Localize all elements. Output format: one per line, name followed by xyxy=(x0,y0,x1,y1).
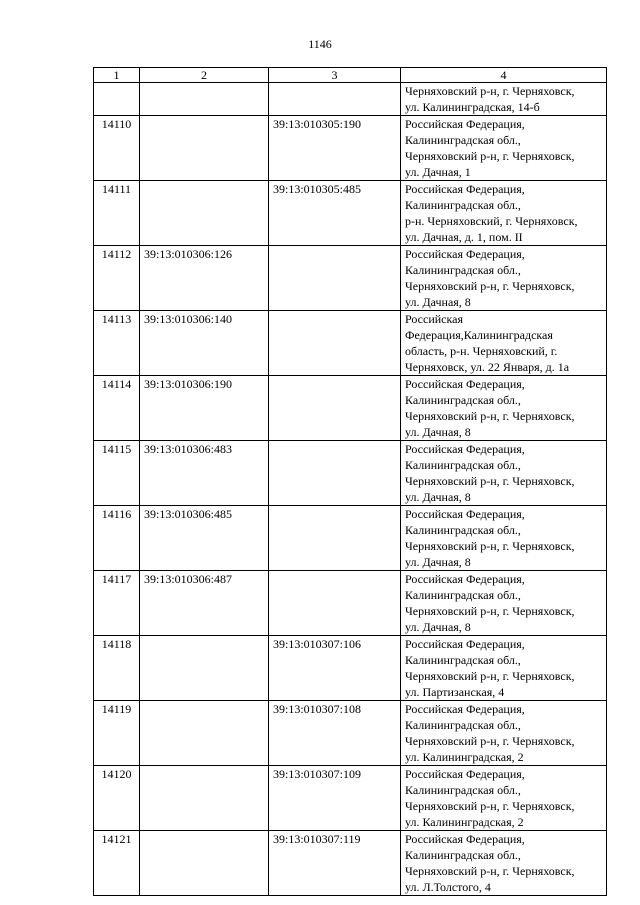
address-line: ул. Дачная, 8 xyxy=(405,555,471,569)
cadastral-number-cell: 39:13:010306:190 xyxy=(140,376,269,441)
cadastral-number-cell: 39:13:010307:108 xyxy=(269,701,401,766)
table-row xyxy=(94,181,607,246)
address-line: Калининградская обл., xyxy=(405,783,521,797)
address-cell xyxy=(401,701,607,766)
column-header-4: 4 xyxy=(401,68,607,83)
address-line: Черняховский р-н, г. Черняховск, xyxy=(405,864,575,878)
cadastral-number-cell: 39:13:010307:109 xyxy=(269,766,401,831)
address-line: ул. Дачная, 8 xyxy=(405,295,471,309)
row-number-cell: 14114 xyxy=(94,376,140,441)
address-line: ул. Дачная, 1 xyxy=(405,165,471,179)
address-line: Черняховский р-н, г. Черняховск, xyxy=(405,799,575,813)
row-number-cell: 14119 xyxy=(94,701,140,766)
address-line: Российская Федерация, xyxy=(405,442,525,456)
cadastral-number-cell xyxy=(140,83,269,116)
address-line: ул. Калининградская, 2 xyxy=(405,750,524,764)
cadastral-number-cell xyxy=(140,831,269,896)
row-number-cell: 14113 xyxy=(94,311,140,376)
row-number-cell: 14115 xyxy=(94,441,140,506)
column-header-2: 2 xyxy=(140,68,269,83)
address-line: Черняховский р-н, г. Черняховск, xyxy=(405,84,575,98)
address-line: Калининградская обл., xyxy=(405,458,521,472)
column-header-1: 1 xyxy=(94,68,140,83)
row-number-cell: 14120 xyxy=(94,766,140,831)
column-header-3: 3 xyxy=(269,68,401,83)
cadastral-number-cell: 39:13:010306:126 xyxy=(140,246,269,311)
table-body xyxy=(94,83,607,896)
address-cell xyxy=(401,311,607,376)
address-line: ул. Партизанская, 4 xyxy=(405,685,505,699)
address-line: Калининградская обл., xyxy=(405,263,521,277)
cadastral-number-cell xyxy=(269,311,401,376)
table-row xyxy=(94,701,607,766)
cadastral-number-cell xyxy=(140,636,269,701)
address-line: Российская Федерация, xyxy=(405,377,525,391)
page-number: 1146 xyxy=(308,37,332,51)
cadastral-number-cell: 39:13:010306:485 xyxy=(140,506,269,571)
address-line: ул. Дачная, 8 xyxy=(405,490,471,504)
address-line: Российская Федерация, xyxy=(405,702,525,716)
address-line: Калининградская обл., xyxy=(405,393,521,407)
address-line: ул. Дачная, 8 xyxy=(405,620,471,634)
address-line: Российская xyxy=(405,312,463,326)
address-line: ул. Дачная, д. 1, пом. II xyxy=(405,230,523,244)
table-row xyxy=(94,311,607,376)
cadastral-number-cell: 39:13:010306:140 xyxy=(140,311,269,376)
address-line: Черняховский р-н, г. Черняховск, xyxy=(405,149,575,163)
table-header-row xyxy=(94,68,607,83)
cadastral-number-cell xyxy=(269,246,401,311)
cadastral-number-cell xyxy=(140,181,269,246)
address-line: ул. Л.Толстого, 4 xyxy=(405,880,491,894)
table-row xyxy=(94,506,607,571)
address-cell xyxy=(401,246,607,311)
cadastral-number-cell xyxy=(140,766,269,831)
cadastral-number-cell xyxy=(269,571,401,636)
table-row xyxy=(94,441,607,506)
table-row xyxy=(94,571,607,636)
address-line: Черняховский р-н, г. Черняховск, xyxy=(405,604,575,618)
address-line: Калининградская обл., xyxy=(405,133,521,147)
table-row xyxy=(94,376,607,441)
address-cell xyxy=(401,181,607,246)
row-number-cell: 14116 xyxy=(94,506,140,571)
table-row xyxy=(94,83,607,116)
row-number-cell: 14121 xyxy=(94,831,140,896)
address-line: Черняховский р-н, г. Черняховск, xyxy=(405,409,575,423)
address-line: Черняховский р-н, г. Черняховск, xyxy=(405,539,575,553)
registry-table xyxy=(93,67,607,896)
table-row xyxy=(94,636,607,701)
address-line: Российская Федерация, xyxy=(405,637,525,651)
cadastral-number-cell xyxy=(269,376,401,441)
address-line: Калининградская обл., xyxy=(405,588,521,602)
cadastral-number-cell: 39:13:010305:190 xyxy=(269,116,401,181)
cadastral-number-cell xyxy=(140,701,269,766)
address-cell xyxy=(401,831,607,896)
address-line: Калининградская обл., xyxy=(405,718,521,732)
address-line: Черняховск, ул. 22 Января, д. 1а xyxy=(405,360,570,374)
address-line: Калининградская обл., xyxy=(405,523,521,537)
address-line: Российская Федерация, xyxy=(405,507,525,521)
cadastral-number-cell xyxy=(140,116,269,181)
cadastral-number-cell: 39:13:010306:487 xyxy=(140,571,269,636)
address-line: Российская Федерация, xyxy=(405,117,525,131)
address-line: р-н. Черняховский, г. Черняховск, xyxy=(405,214,578,228)
row-number-cell: 14110 xyxy=(94,116,140,181)
address-cell xyxy=(401,83,607,116)
row-number-cell: 14112 xyxy=(94,246,140,311)
cadastral-number-cell xyxy=(269,441,401,506)
address-line: ул. Калининградская, 14-б xyxy=(405,100,540,114)
address-line: Калининградская обл., xyxy=(405,653,521,667)
address-line: Черняховский р-н, г. Черняховск, xyxy=(405,474,575,488)
row-number-cell xyxy=(94,83,140,116)
table-row xyxy=(94,246,607,311)
address-line: ул. Калининградская, 2 xyxy=(405,815,524,829)
address-cell xyxy=(401,571,607,636)
cadastral-number-cell xyxy=(269,83,401,116)
address-line: Калининградская обл., xyxy=(405,198,521,212)
address-cell xyxy=(401,376,607,441)
cadastral-number-cell xyxy=(269,506,401,571)
cadastral-number-cell: 39:13:010305:485 xyxy=(269,181,401,246)
row-number-cell: 14117 xyxy=(94,571,140,636)
address-line: Черняховский р-н, г. Черняховск, xyxy=(405,669,575,683)
cadastral-number-cell: 39:13:010307:119 xyxy=(269,831,401,896)
address-line: Российская Федерация, xyxy=(405,832,525,846)
address-line: Черняховский р-н, г. Черняховск, xyxy=(405,279,575,293)
table-row xyxy=(94,831,607,896)
table-row xyxy=(94,766,607,831)
row-number-cell: 14118 xyxy=(94,636,140,701)
table-row xyxy=(94,116,607,181)
cadastral-number-cell: 39:13:010306:483 xyxy=(140,441,269,506)
address-line: область, р-н. Черняховский, г. xyxy=(405,344,558,358)
address-line: Российская Федерация, xyxy=(405,182,525,196)
cadastral-number-cell: 39:13:010307:106 xyxy=(269,636,401,701)
address-line: Российская Федерация, xyxy=(405,572,525,586)
address-line: Калининградская обл., xyxy=(405,848,521,862)
address-line: Черняховский р-н, г. Черняховск, xyxy=(405,734,575,748)
address-cell xyxy=(401,636,607,701)
address-cell xyxy=(401,766,607,831)
address-line: Федерация,Калининградская xyxy=(405,328,553,342)
address-cell xyxy=(401,506,607,571)
address-cell xyxy=(401,441,607,506)
address-line: Российская Федерация, xyxy=(405,247,525,261)
address-line: Российская Федерация, xyxy=(405,767,525,781)
row-number-cell: 14111 xyxy=(94,181,140,246)
address-line: ул. Дачная, 8 xyxy=(405,425,471,439)
address-cell xyxy=(401,116,607,181)
